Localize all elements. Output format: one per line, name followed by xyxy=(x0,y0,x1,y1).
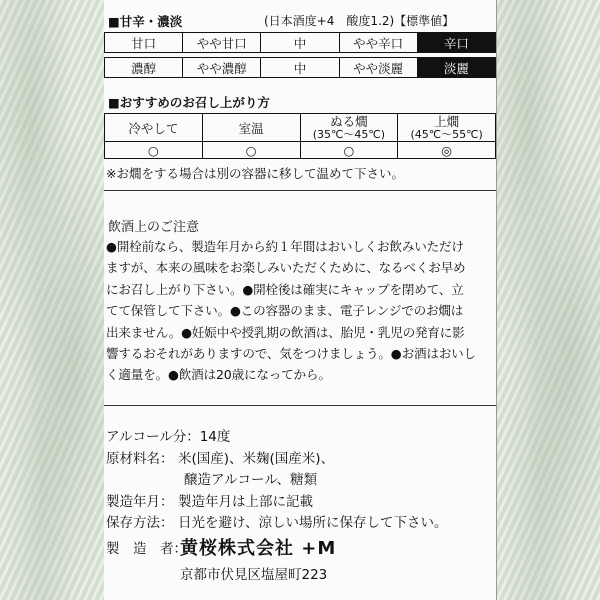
serving-col-label: 上燗 (45℃〜55℃) xyxy=(398,114,496,142)
taste-cell: やや辛口 xyxy=(339,33,417,53)
caution-line: にお召し上がり下さい。●開栓後は確実にキャップを閉めて、立 xyxy=(106,281,464,297)
taste-cell: やや濃醇 xyxy=(183,58,261,78)
divider xyxy=(104,190,496,191)
caution-title: 飲酒上のご注意 xyxy=(108,220,200,235)
storage-label: 保存方法： xyxy=(106,515,174,531)
serving-header: ■おすすめのお召し上がり方 xyxy=(108,95,270,110)
maker-address: 京都市伏見区塩屋町223 xyxy=(180,567,328,583)
taste-cell-selected: 淡麗 xyxy=(417,58,495,78)
serving-mark: ◎ xyxy=(398,142,496,159)
taste-scale-sweet-dry xyxy=(104,32,496,53)
taste-cell: やや淡麗 xyxy=(339,58,417,78)
alcohol-content: アルコール分：14度 xyxy=(106,429,231,445)
taste-cell: 濃醇 xyxy=(105,58,183,78)
taste-parameters: (日本酒度+4 酸度1.2)【標準値】 xyxy=(264,14,455,28)
taste-cell: 甘口 xyxy=(105,33,183,53)
taste-header: ■甘辛・濃淡 xyxy=(108,14,183,29)
ingredients-value: 米(国産)、米麹(国産米)、 xyxy=(178,451,335,467)
left-texture-strip xyxy=(0,0,105,600)
ingredients-label: 原材料名： xyxy=(106,451,174,467)
caution-line: く適量を。●飲酒は20歳になってから。 xyxy=(106,367,331,383)
maker-label: 製 造 者： xyxy=(106,541,187,557)
serving-mark: ○ xyxy=(300,142,398,159)
caution-line: てて保管して下さい。●この容器のまま、電子レンジでのお燗は xyxy=(106,303,464,319)
caution-line: 出来ません。●妊娠中や授乳期の飲酒は、胎児・乳児の発育に影 xyxy=(106,324,465,340)
serving-col-label: 冷やして xyxy=(105,114,203,142)
taste-cell: やや甘口 xyxy=(183,33,261,53)
serving-table xyxy=(104,113,496,159)
taste-cell: 中 xyxy=(261,33,339,53)
caution-line: 響するおそれがありますので、気をつけましょう。●お酒はおいし xyxy=(106,346,476,362)
ingredients-value-2: 醸造アルコール、糖類 xyxy=(184,472,318,488)
label-panel xyxy=(104,0,496,600)
serving-mark: ○ xyxy=(105,142,203,159)
serving-col-label: 室温 xyxy=(202,114,300,142)
right-texture-strip xyxy=(496,0,600,600)
taste-cell: 中 xyxy=(261,58,339,78)
taste-scale-rich-light xyxy=(104,57,496,78)
storage-value: 日光を避け、涼しい場所に保存して下さい。 xyxy=(178,515,448,531)
maker-name: 黄桜株式会社 +M xyxy=(180,538,337,559)
serving-col-label: ぬる燗 (35℃〜45℃) xyxy=(300,114,398,142)
caution-line: ますが、本来の風味をお楽しみいただくために、なるべくお早め xyxy=(106,260,466,276)
taste-cell-selected: 辛口 xyxy=(417,33,495,53)
caution-text xyxy=(106,236,476,386)
date-label: 製造年月： xyxy=(106,494,174,510)
divider xyxy=(104,405,496,406)
date-value: 製造年月は上部に記載 xyxy=(178,494,313,510)
serving-note: ※お燗をする場合は別の容器に移して温めて下さい。 xyxy=(106,166,404,181)
caution-line: ●開栓前なら、製造年月から約１年間はおいしくお飲みいただけ xyxy=(106,239,464,254)
serving-mark: ○ xyxy=(202,142,300,159)
